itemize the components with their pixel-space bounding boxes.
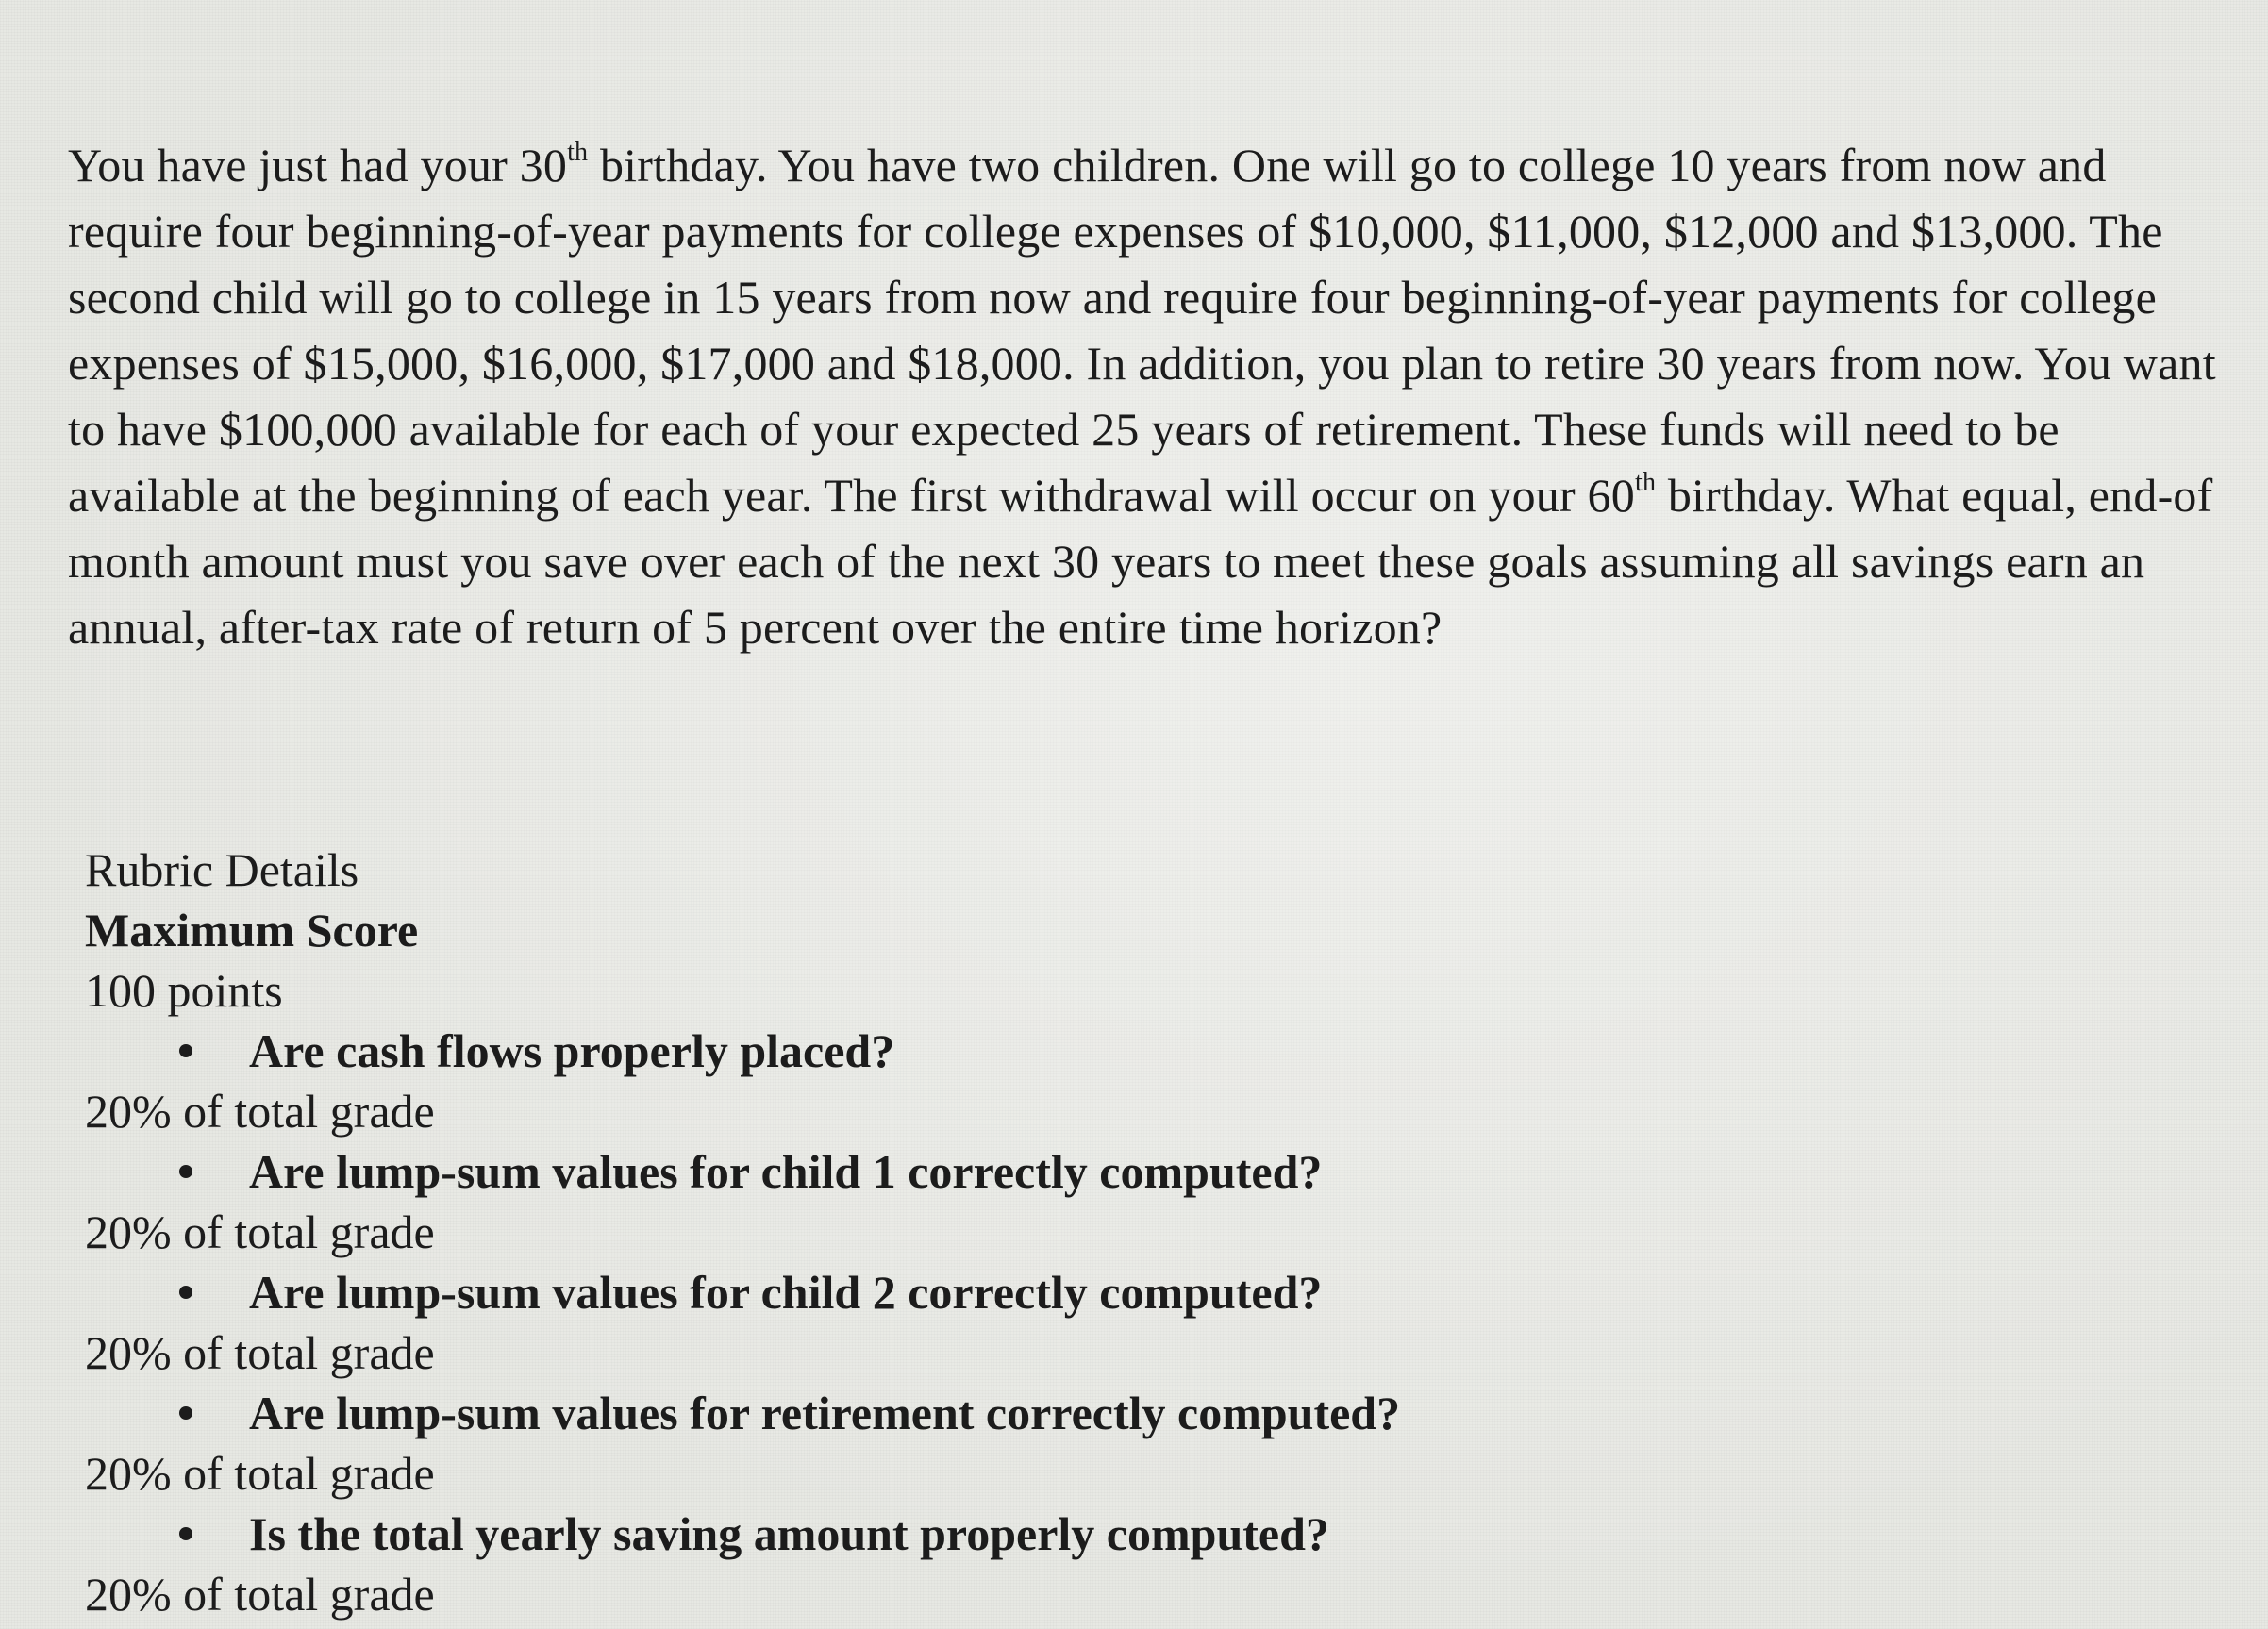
question-part-2: birthday. You have two children. One will go to college 10 years from now and require four beginning-of-year payments for college expenses of $10,000, $11,000, $12,000 and $13,000. The second child will go to college in 15 years from now and require four beginning-of-year payments for college expenses of $15,000, $16,000, $17,000 and $18,000. In addition, you plan to retire 30 years from now. You want to have $100,000 available for each of your expected 25 years of retirement. These funds will need to be available at the beginning of each year. The first withdrawal will occur on your 60 xyxy=(68,139,2216,522)
bullet-icon xyxy=(179,1286,192,1299)
ordinal-suffix: th xyxy=(1634,468,1657,497)
question-part-3: birthday. What equal, end-of month amount must you save over each of the next 30 years to meet these goals assuming all savings earn an annual, after-tax rate of return of 5 percent over the entire time horizon? xyxy=(68,469,2213,654)
bullet-icon xyxy=(179,1406,192,1420)
criterion-row xyxy=(85,1383,1783,1443)
criterion-weight: 20% of total grade xyxy=(85,1447,435,1500)
max-score-label: Maximum Score xyxy=(85,904,419,956)
max-score-value: 100 points xyxy=(85,964,283,1017)
criterion-text: Is the total yearly saving amount properly computed? xyxy=(249,1507,1329,1560)
criterion-text: Are lump-sum values for child 2 correctly computed? xyxy=(249,1266,1323,1319)
criterion-row xyxy=(85,1504,1783,1564)
criterion-row xyxy=(85,1141,1783,1202)
rubric-section xyxy=(85,839,1783,1624)
criterion-row xyxy=(85,1021,1783,1081)
question-text xyxy=(68,132,2219,660)
bullet-icon xyxy=(179,1527,192,1540)
bullet-icon xyxy=(179,1044,192,1057)
criterion-weight: 20% of total grade xyxy=(85,1568,435,1621)
question-part-1: You have just had your 30 xyxy=(68,139,568,191)
criterion-text: Are lump-sum values for retirement correctly computed? xyxy=(249,1387,1401,1439)
criterion-row xyxy=(85,1262,1783,1322)
criterion-text: Are lump-sum values for child 1 correctly computed? xyxy=(249,1145,1323,1198)
rubric-criterion xyxy=(85,1021,1783,1141)
bullet-icon xyxy=(179,1165,192,1178)
document-page xyxy=(68,132,2219,660)
criterion-weight: 20% of total grade xyxy=(85,1205,435,1258)
criterion-weight: 20% of total grade xyxy=(85,1085,435,1138)
rubric-title: Rubric Details xyxy=(85,843,359,896)
rubric-criterion xyxy=(85,1141,1783,1262)
criterion-text: Are cash flows properly placed? xyxy=(249,1024,895,1077)
rubric-criterion xyxy=(85,1262,1783,1383)
rubric-criterion xyxy=(85,1383,1783,1504)
ordinal-suffix: th xyxy=(567,138,589,167)
rubric-criterion xyxy=(85,1504,1783,1624)
criterion-weight: 20% of total grade xyxy=(85,1326,435,1379)
